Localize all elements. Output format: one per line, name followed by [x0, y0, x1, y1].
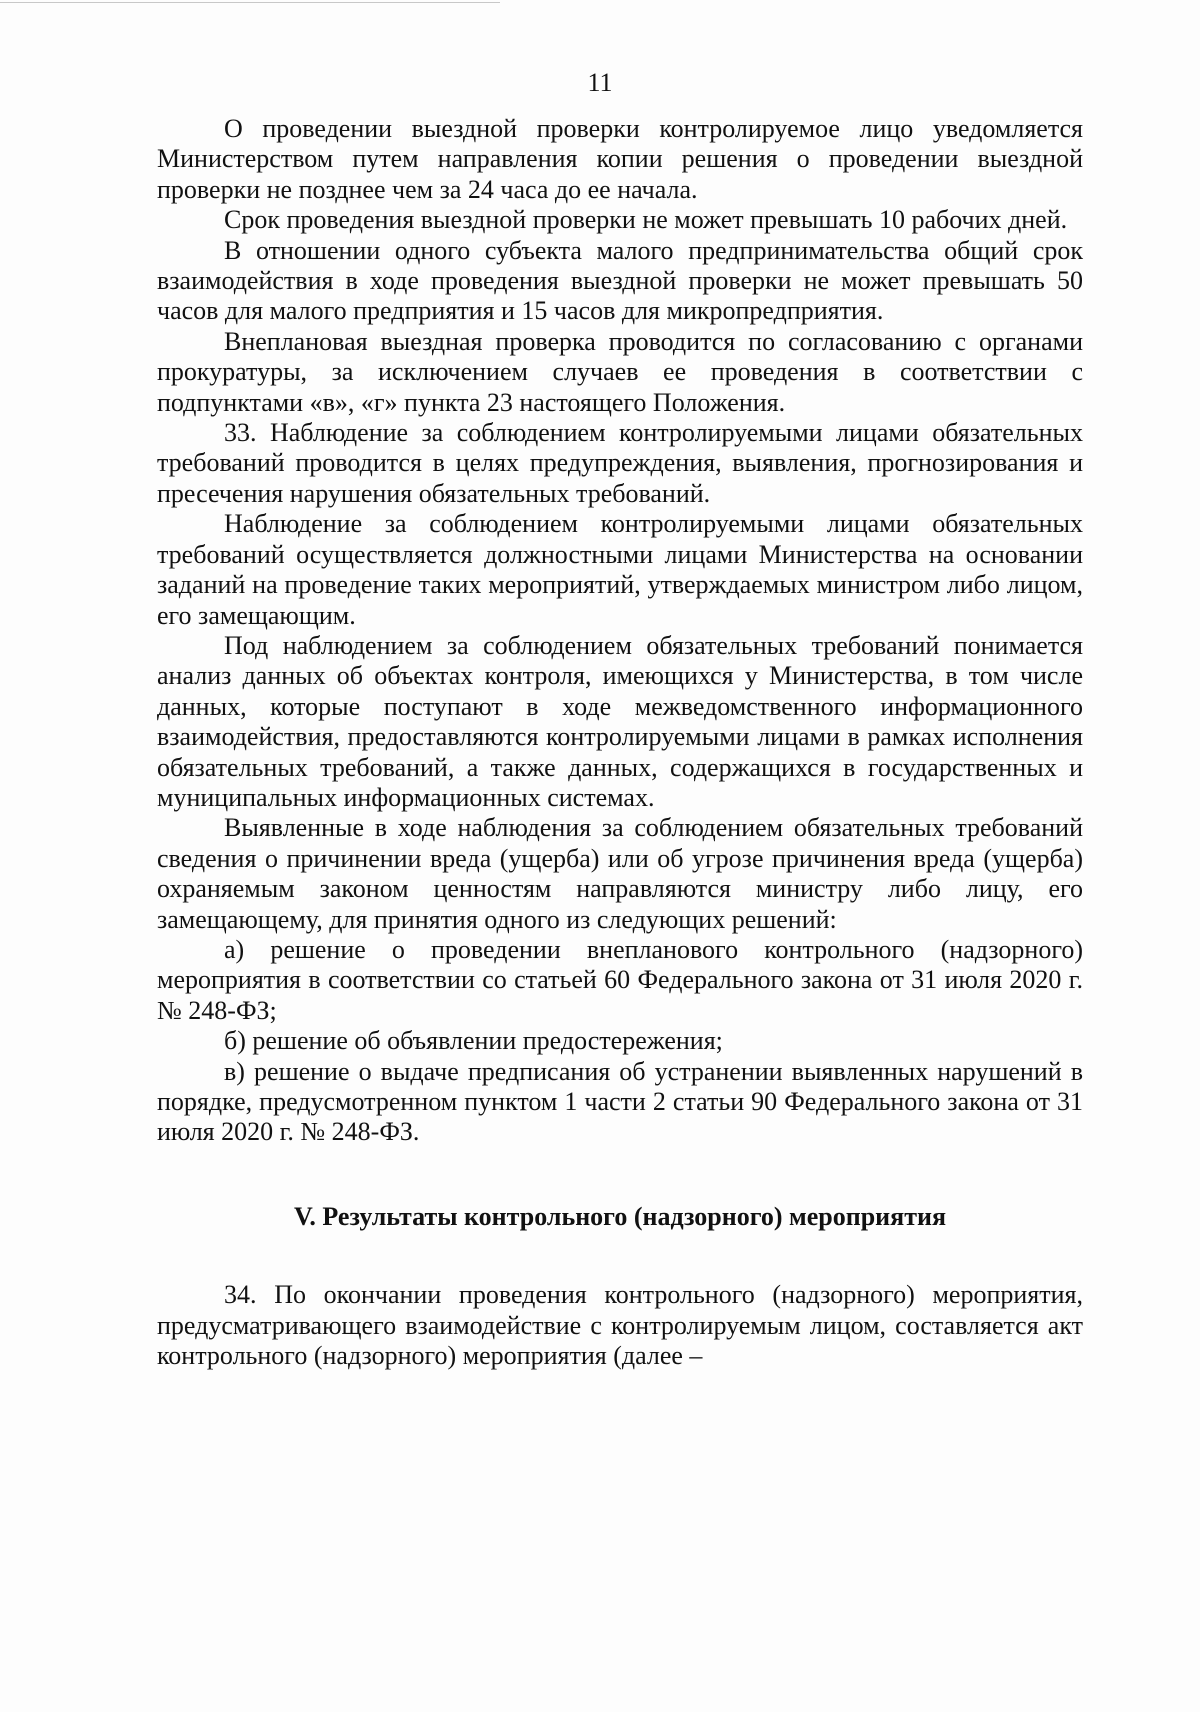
list-item: б) решение об объявлении предостережения;: [224, 1026, 723, 1056]
paragraph: 33. Наблюдение за соблюдением контролируемыми лицами обязательных требований проводится в целях предупреждения, выявления, прогнозирования и пресечения нарушения обязательных требований.: [157, 418, 1083, 508]
paragraph: 34. По окончании проведения контрольного (надзорного) мероприятия, предусматривающего взаимодействие с контролируемым лицом, составляется акт контрольного (надзорного) мероприятия (далее –: [157, 1280, 1083, 1371]
paragraph: Наблюдение за соблюдением контролируемыми лицами обязательных требований осуществляется должностными лицами Министерства на основании заданий на проведение таких мероприятий, утверждаемых министром либо лицом, его замещающим.: [157, 509, 1083, 630]
section-heading: V. Результаты контрольного (надзорного) мероприятия: [293, 1201, 947, 1231]
document-body: [157, 114, 1083, 1371]
list-item: а) решение о проведении внепланового контрольного (надзорного) мероприятия в соответствии со статьей 60 Федерального закона от 31 июля 2020 г. № 248-ФЗ;: [157, 934, 1083, 1025]
paragraph: О проведении выездной проверки контролируемое лицо уведомляется Министерством путем направления копии решения о проведении выездной проверки не позднее чем за 24 часа до ее начала.: [157, 114, 1083, 204]
paragraph: Под наблюдением за соблюдением обязательных требований понимается анализ данных об объектах контроля, имеющихся у Министерства, в том числе данных, которые поступают в ходе межведомственного информационного взаимодействия, предоставляются контролируемыми лицами в рамках исполнения обязательных требований, а также данных, содержащихся в государственных и муниципальных информационных системах.: [157, 630, 1083, 812]
paragraph: Срок проведения выездной проверки не может превышать 10 рабочих дней.: [224, 205, 1068, 235]
scan-artifact-line: [0, 2, 500, 3]
list-item: в) решение о выдаче предписания об устранении выявленных нарушений в порядке, предусмотренном пунктом 1 части 2 статьи 90 Федерального закона от 31 июля 2020 г. № 248-ФЗ.: [157, 1056, 1083, 1147]
paragraph: Внеплановая выездная проверка проводится по согласованию с органами прокуратуры, за исключением случаев ее проведения в соответствии с подпунктами «в», «г» пункта 23 настоящего Положения.: [157, 326, 1083, 417]
paragraph: В отношении одного субъекта малого предпринимательства общий срок взаимодействия в ходе проведения выездной проверки не может превышать 50 часов для малого предприятия и 15 часов для микропредприятия.: [157, 235, 1083, 326]
page-number: 11: [587, 68, 613, 97]
paragraph: Выявленные в ходе наблюдения за соблюдением обязательных требований сведения о причинении вреда (ущерба) или об угрозе причинения вреда (ущерба) охраняемым законом ценностям направляются министру либо лицу, его замещающему, для принятия одного из следующих решений:: [157, 813, 1083, 934]
